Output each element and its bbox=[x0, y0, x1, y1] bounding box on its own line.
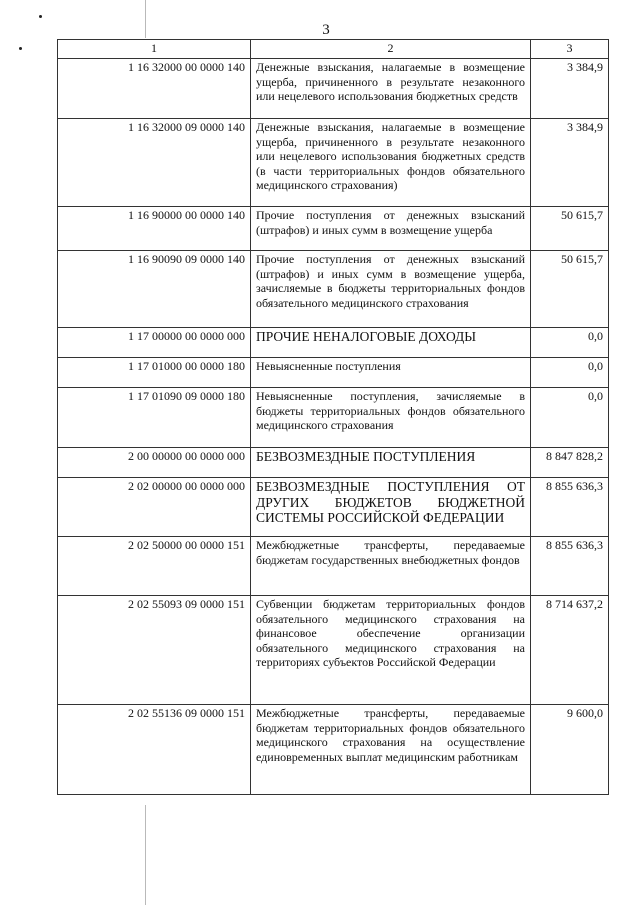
revenue-name: Невыясненные поступления, зачисляемые в бюджеты территориальных фондов обязательного медицинского страхования bbox=[251, 388, 531, 448]
revenue-name: ПРОЧИЕ НЕНАЛОГОВЫЕ ДОХОДЫ bbox=[251, 328, 531, 358]
budget-code: 1 16 90000 00 0000 140 bbox=[58, 207, 251, 251]
column-header-code: 1 bbox=[58, 40, 251, 59]
amount: 3 384,9 bbox=[531, 119, 609, 207]
revenue-name: БЕЗВОЗМЕЗДНЫЕ ПОСТУПЛЕНИЯ bbox=[251, 448, 531, 478]
table-row bbox=[58, 388, 609, 448]
amount: 0,0 bbox=[531, 328, 609, 358]
budget-code: 2 02 55136 09 0000 151 bbox=[58, 705, 251, 795]
revenue-name: Прочие поступления от денежных взысканий (штрафов) и иных сумм в возмещение ущерба bbox=[251, 207, 531, 251]
revenue-name: Прочие поступления от денежных взысканий (штрафов) и иных сумм в возмещение ущерба, зачисляемые в бюджеты территориальных фондов обязательного медицинского страхования bbox=[251, 251, 531, 328]
budget-code: 1 17 01000 00 0000 180 bbox=[58, 358, 251, 388]
amount: 50 615,7 bbox=[531, 207, 609, 251]
amount: 8 714 637,2 bbox=[531, 596, 609, 705]
budget-code: 2 00 00000 00 0000 000 bbox=[58, 448, 251, 478]
revenue-name: Денежные взыскания, налагаемые в возмещение ущерба, причиненного в результате незаконного или нецелевого использования бюджетных средств (в части территориальных фондов обязательного медицинского страхования) bbox=[251, 119, 531, 207]
amount: 8 855 636,3 bbox=[531, 537, 609, 596]
amount: 0,0 bbox=[531, 358, 609, 388]
scan-artifact-line bbox=[145, 805, 146, 905]
page-number: 3 bbox=[322, 22, 330, 38]
table-row bbox=[58, 358, 609, 388]
budget-code: 1 17 01090 09 0000 180 bbox=[58, 388, 251, 448]
table-row bbox=[58, 596, 609, 705]
amount: 50 615,7 bbox=[531, 251, 609, 328]
column-header-amount: 3 bbox=[531, 40, 609, 59]
budget-code: 1 17 00000 00 0000 000 bbox=[58, 328, 251, 358]
amount: 3 384,9 bbox=[531, 59, 609, 119]
table-row bbox=[58, 478, 609, 537]
amount: 0,0 bbox=[531, 388, 609, 448]
table-row bbox=[58, 251, 609, 328]
table-row bbox=[58, 448, 609, 478]
table-row bbox=[58, 59, 609, 119]
budget-code: 2 02 50000 00 0000 151 bbox=[58, 537, 251, 596]
scan-artifact-line bbox=[145, 0, 146, 38]
budget-code: 1 16 32000 09 0000 140 bbox=[58, 119, 251, 207]
revenue-name: Денежные взыскания, налагаемые в возмещение ущерба, причиненного в результате незаконного или нецелевого использования бюджетных средств bbox=[251, 59, 531, 119]
budget-code: 1 16 90090 09 0000 140 bbox=[58, 251, 251, 328]
amount: 8 855 636,3 bbox=[531, 478, 609, 537]
amount: 9 600,0 bbox=[531, 705, 609, 795]
revenue-name: Субвенции бюджетам территориальных фондов обязательного медицинского страхования на финансовое обеспечение организации обязательного медицинского страхования на территориях субъектов Российской Федерации bbox=[251, 596, 531, 705]
revenue-table bbox=[57, 39, 609, 795]
revenue-name: Межбюджетные трансферты, передаваемые бюджетам государственных внебюджетных фондов bbox=[251, 537, 531, 596]
revenue-name: Невыясненные поступления bbox=[251, 358, 531, 388]
budget-code: 2 02 00000 00 0000 000 bbox=[58, 478, 251, 537]
table-row bbox=[58, 328, 609, 358]
table-row bbox=[58, 119, 609, 207]
table-header-row bbox=[58, 40, 609, 59]
amount: 8 847 828,2 bbox=[531, 448, 609, 478]
revenue-name: Межбюджетные трансферты, передаваемые бюджетам территориальных фондов обязательного медицинского страхования на осуществление единовременных выплат медицинским работникам bbox=[251, 705, 531, 795]
column-header-name: 2 bbox=[251, 40, 531, 59]
table-row bbox=[58, 705, 609, 795]
table-row bbox=[58, 537, 609, 596]
table-row bbox=[58, 207, 609, 251]
budget-code: 2 02 55093 09 0000 151 bbox=[58, 596, 251, 705]
budget-code: 1 16 32000 00 0000 140 bbox=[58, 59, 251, 119]
scan-speck bbox=[19, 47, 22, 50]
scan-speck bbox=[39, 15, 42, 18]
revenue-name: БЕЗВОЗМЕЗДНЫЕ ПОСТУПЛЕНИЯ ОТ ДРУГИХ БЮДЖЕТОВ БЮДЖЕТНОЙ СИСТЕМЫ РОССИЙСКОЙ ФЕДЕРАЦИИ bbox=[251, 478, 531, 537]
